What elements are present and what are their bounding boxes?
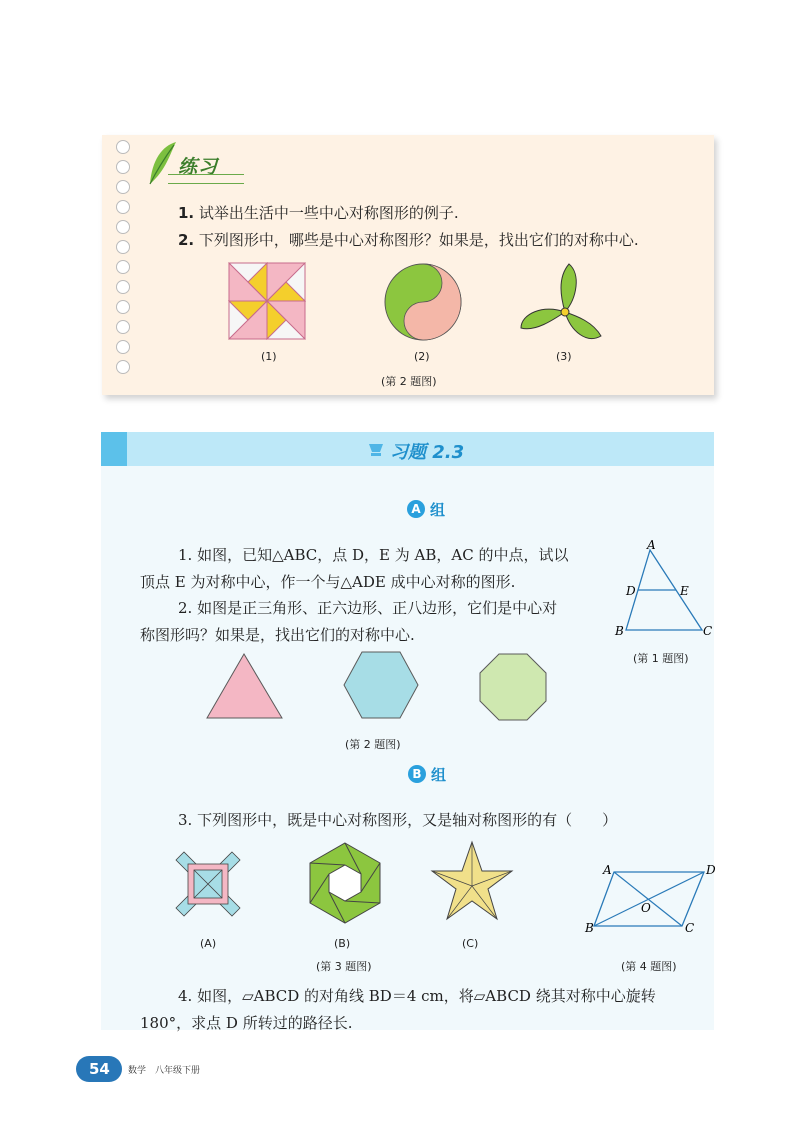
option-label: (B) bbox=[334, 937, 351, 950]
svg-text:E: E bbox=[680, 584, 689, 598]
binder-ring bbox=[116, 300, 130, 314]
binder-ring bbox=[116, 140, 130, 154]
practice-question-1: 1. 试举出生活中一些中心对称图形的例子. bbox=[178, 204, 459, 222]
binder-ring bbox=[116, 220, 130, 234]
hexagon-shape bbox=[342, 650, 420, 720]
group-a-badge: A bbox=[407, 500, 425, 518]
binder-ring bbox=[116, 200, 130, 214]
option-a-figure bbox=[172, 848, 244, 920]
banner-accent bbox=[101, 432, 127, 466]
figure-caption: (第 1 题图) bbox=[633, 652, 689, 665]
binder-ring bbox=[116, 240, 130, 254]
svg-text:D: D bbox=[706, 863, 716, 877]
figure-caption: (第 3 题图) bbox=[316, 960, 372, 973]
pinwheel-figure bbox=[228, 262, 306, 340]
group-b-badge: B bbox=[408, 765, 426, 783]
binder-ring bbox=[116, 340, 130, 354]
svg-text:C: C bbox=[685, 921, 695, 935]
figure-label: (2) bbox=[414, 350, 430, 363]
figure-label: (3) bbox=[556, 350, 572, 363]
binder-ring bbox=[116, 160, 130, 174]
svg-text:A: A bbox=[603, 863, 612, 877]
exercise-title: 习题 2.3 bbox=[390, 442, 465, 463]
group-b-label: 组 bbox=[431, 766, 447, 784]
svg-text:C: C bbox=[703, 624, 713, 638]
option-label: (C) bbox=[462, 937, 479, 950]
svg-text:D: D bbox=[626, 584, 636, 598]
parallelogram-figure bbox=[584, 860, 716, 940]
figure-caption: (第 4 题图) bbox=[621, 960, 677, 973]
figure-caption: (第 2 题图) bbox=[381, 375, 437, 388]
exercise-question-3: 3. 下列图形中，既是中心对称图形，又是轴对称图形的有（ ） bbox=[178, 811, 618, 829]
exercise-question-1-line-1: 1. 如图，已知△ABC，点 D，E 为 AB，AC 的中点，试以 bbox=[178, 546, 569, 564]
exercise-question-2-line-2: 称图形吗？如果是，找出它们的对称中心. bbox=[140, 626, 415, 644]
figure-label: (1) bbox=[261, 350, 277, 363]
option-c-figure bbox=[430, 840, 514, 922]
page-number: 54 bbox=[89, 1060, 110, 1078]
title-underline bbox=[168, 174, 244, 184]
practice-title: 练习 bbox=[178, 156, 219, 178]
group-a-label: 组 bbox=[430, 501, 446, 519]
yin-yang-figure bbox=[383, 262, 463, 342]
svg-text:A: A bbox=[647, 538, 656, 552]
book-title: 数学 八年级下册 bbox=[128, 1066, 201, 1076]
binder-ring bbox=[116, 360, 130, 374]
binder-ring bbox=[116, 180, 130, 194]
exercise-question-2-line-1: 2. 如图是正三角形、正六边形、正八边形，它们是中心对 bbox=[178, 599, 558, 617]
figure-caption: (第 2 题图) bbox=[345, 738, 401, 751]
option-b-figure bbox=[302, 840, 388, 926]
exercise-question-4-line-1: 4. 如图，▱ABCD 的对角线 BD＝4 cm，将▱ABCD 绕其对称中心旋转 bbox=[178, 987, 656, 1005]
binder-ring bbox=[116, 280, 130, 294]
option-label: (A) bbox=[200, 937, 217, 950]
propeller-figure bbox=[517, 258, 609, 348]
svg-text:O: O bbox=[641, 901, 651, 915]
binder-ring bbox=[116, 260, 130, 274]
svg-text:B: B bbox=[615, 624, 624, 638]
octagon-shape bbox=[478, 652, 548, 722]
triangle-shape bbox=[205, 652, 285, 720]
practice-question-2: 2. 下列图形中，哪些是中心对称图形？如果是，找出它们的对称中心. bbox=[178, 231, 639, 249]
cup-icon bbox=[366, 440, 386, 458]
binder-ring bbox=[116, 320, 130, 334]
exercise-section bbox=[101, 432, 714, 1030]
svg-text:B: B bbox=[585, 921, 594, 935]
triangle-abc-figure bbox=[612, 538, 718, 642]
exercise-question-1-line-2: 顶点 E 为对称中心，作一个与△ADE 成中心对称的图形. bbox=[140, 573, 516, 591]
exercise-question-4-line-2: 180°，求点 D 所转过的路径长. bbox=[140, 1014, 353, 1032]
